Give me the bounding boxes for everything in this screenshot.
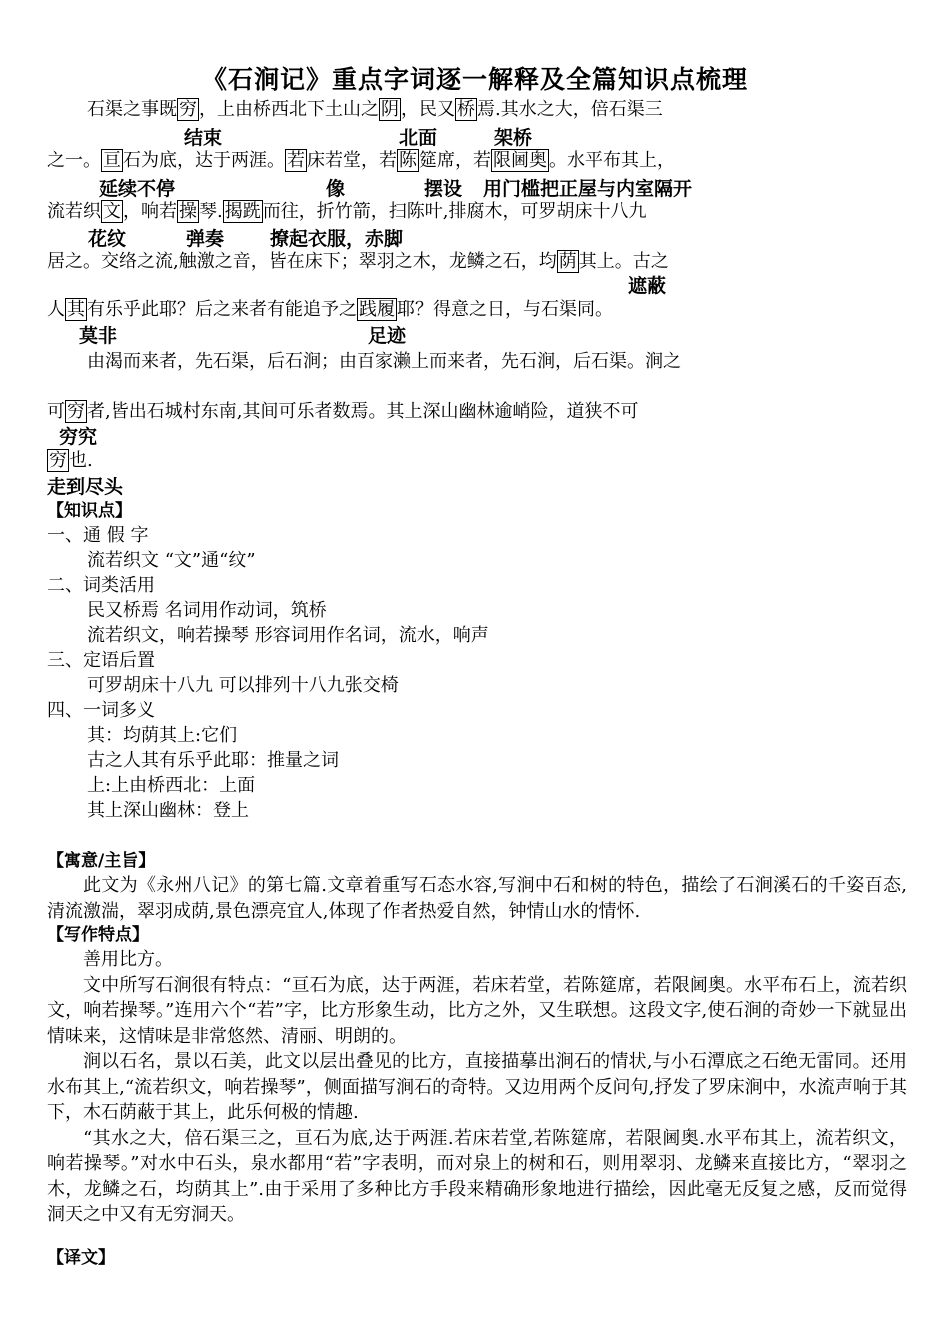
key-word: 阴 bbox=[381, 99, 399, 120]
passage-line bbox=[87, 98, 663, 122]
writing-paragraph: 文中所写石涧很有特点：“亘石为底，达于两涯，若床若堂，若陈筵席，若限阃奥。水平布石上，流若织文，响若操琴。”连用六个“若”字，比方形象生动，比方之外，又生联想。这段文字,使石涧的奇妙一下就显出情味来，这情味是非常悠然、清丽、明朗的。 bbox=[47, 974, 907, 1047]
knowledge-item: 其：均荫其上:它们 bbox=[87, 725, 238, 746]
gloss: 穷究 bbox=[59, 426, 98, 448]
translation-heading: 【译文】 bbox=[47, 1248, 115, 1268]
key-word: 穷 bbox=[67, 401, 85, 422]
passage-text: 琴. bbox=[199, 201, 223, 222]
passage-text: 流若织 bbox=[47, 201, 101, 222]
knowledge-item: 其上深山幽林：登上 bbox=[87, 800, 249, 821]
writing-heading: 【写作特点】 bbox=[47, 925, 149, 945]
passage-text: 有乐乎此耶？后之来者有能追予之 bbox=[87, 299, 357, 320]
key-word: 文 bbox=[103, 201, 121, 222]
passage-text: 者,皆出石城村东南,其间可乐者数焉。其上深山幽林逾峭险，道狭不可 bbox=[87, 401, 639, 422]
theme-heading: 【寓意/主旨】 bbox=[47, 851, 156, 871]
key-word: 穷 bbox=[179, 99, 197, 120]
passage-text: 可 bbox=[47, 401, 65, 422]
gloss: 像 bbox=[326, 178, 346, 200]
passage-text: 焉.其水之大，倍石渠三 bbox=[477, 99, 663, 120]
key-word: 其 bbox=[67, 299, 85, 320]
passage-text: 人 bbox=[47, 299, 65, 320]
key-word: 陈 bbox=[399, 150, 417, 171]
passage-line bbox=[47, 298, 613, 322]
passage-line bbox=[47, 400, 638, 424]
theme-text: 此文为《永州八记》的第七篇.文章着重写石态水容,写涧中石和树的特色，描绘了石涧溪石的千姿百态,清流激湍，翠羽成荫,景色漂亮宜人,体现了作者热爱自然，钟情山水的情怀. bbox=[47, 875, 907, 922]
key-word: 亘 bbox=[103, 150, 121, 171]
section-heading: 一、通 假 字 bbox=[47, 525, 149, 546]
theme-paragraph bbox=[47, 873, 907, 924]
passage-text: 床若堂，若 bbox=[307, 150, 397, 171]
knowledge-heading: 【知识点】 bbox=[47, 501, 132, 521]
gloss: 弹奏 bbox=[186, 228, 225, 250]
key-word: 穷 bbox=[49, 450, 67, 471]
key-word: 揭跣 bbox=[224, 201, 261, 222]
passage-text: 其上。古之 bbox=[578, 251, 669, 272]
passage-text: ，民又 bbox=[401, 99, 455, 120]
passage-text: 筵席，若 bbox=[419, 150, 491, 171]
knowledge-item: 古之人其有乐乎此耶：推量之词 bbox=[87, 750, 339, 771]
writing-paragraph: 涧以石名，景以石美，此文以层出叠见的比方，直接描摹出涧石的情状,与小石潭底之石绝无雷同。还用水布其上,“流若织文，响若操琴”，侧面描写涧石的奇特。又边用两个反问句,抒发了罗床涧中，水流声响于其下，木石荫蔽于其上，此乐何极的情趣. bbox=[47, 1051, 907, 1123]
key-word: 若 bbox=[287, 150, 305, 171]
section-heading: 三、定语后置 bbox=[47, 650, 155, 671]
knowledge-item: 上:上由桥西北：上面 bbox=[87, 775, 256, 796]
gloss: 结束 bbox=[184, 127, 223, 149]
key-word: 限阃奥 bbox=[493, 150, 547, 171]
passage-text: ，上由桥西北下土山之 bbox=[199, 99, 379, 120]
passage-text: ，响若 bbox=[123, 201, 177, 222]
gloss: 用门槛把正屋与内室隔开 bbox=[483, 178, 693, 200]
section-heading: 二、词类活用 bbox=[47, 575, 155, 596]
passage-text: 而往，折竹箭，扫陈叶,排腐木，可罗胡床十八九 bbox=[262, 201, 647, 222]
passage-line bbox=[47, 200, 646, 224]
passage-line bbox=[47, 449, 93, 473]
passage-line bbox=[47, 250, 669, 274]
passage-text: 石渠之事既 bbox=[87, 99, 177, 120]
gloss: 莫非 bbox=[79, 325, 118, 347]
writing-paragraphs bbox=[47, 947, 907, 1228]
key-word: 桥 bbox=[457, 99, 475, 120]
knowledge-item: 民又桥焉 名词用作动词，筑桥 bbox=[87, 600, 327, 621]
passage-text: 之一。 bbox=[47, 150, 101, 171]
passage-text: 也. bbox=[69, 450, 93, 471]
passage-line: 由渴而来者，先石渠，后石涧；由百家濑上而来者，先石涧，后石渠。涧之 bbox=[87, 351, 681, 372]
gloss: 延续不停 bbox=[99, 178, 176, 200]
document-title: 《石涧记》重点字词逐一解释及全篇知识点梳理 bbox=[201, 65, 748, 94]
gloss: 架桥 bbox=[494, 127, 533, 149]
knowledge-item: 流若织文 “文”通“纹” bbox=[87, 550, 256, 571]
passage-text: 石为底，达于两涯。 bbox=[123, 150, 285, 171]
knowledge-item: 可罗胡床十八九 可以排列十八九张交椅 bbox=[87, 675, 399, 696]
writing-paragraph: 善用比方。 bbox=[83, 949, 173, 970]
gloss: 北面 bbox=[399, 127, 438, 149]
key-word: 践履 bbox=[359, 299, 395, 320]
knowledge-item: 流若织文，响若操琴 形容词用作名词，流水，响声 bbox=[87, 625, 489, 646]
gloss: 摆设 bbox=[424, 178, 463, 200]
key-word: 荫 bbox=[558, 251, 577, 272]
passage-line bbox=[47, 149, 675, 173]
writing-paragraph: “其水之大，倍石渠三之，亘石为底,达于两涯.若床若堂,若陈筵席，若限阃奥.水平布其上，流若织文，响若操琴。”对水中石头，泉水都用“若”字表明，而对泉上的树和石，则用翠羽、龙鳞来直接比方，“翠羽之木，龙鳞之石，均荫其上”.由于采用了多种比方手段来精确形象地进行描绘，因此毫无反复之感，反而觉得洞天之中又有无穷洞天。 bbox=[47, 1127, 907, 1225]
passage-text: 耶？得意之日，与石渠同。 bbox=[397, 299, 613, 320]
gloss: 走到尽头 bbox=[47, 476, 124, 498]
gloss: 撩起衣服，赤脚 bbox=[270, 228, 404, 250]
passage-text: 。水平布其上， bbox=[549, 150, 675, 171]
key-word: 操 bbox=[179, 201, 197, 222]
passage-text: 居之。交络之流,触激之音，皆在床下；翠羽之木，龙鳞之石，均 bbox=[47, 251, 557, 272]
gloss: 遮蔽 bbox=[628, 275, 667, 297]
gloss: 足迹 bbox=[368, 325, 407, 347]
gloss: 花纹 bbox=[88, 228, 127, 250]
section-heading: 四、一词多义 bbox=[47, 700, 155, 721]
